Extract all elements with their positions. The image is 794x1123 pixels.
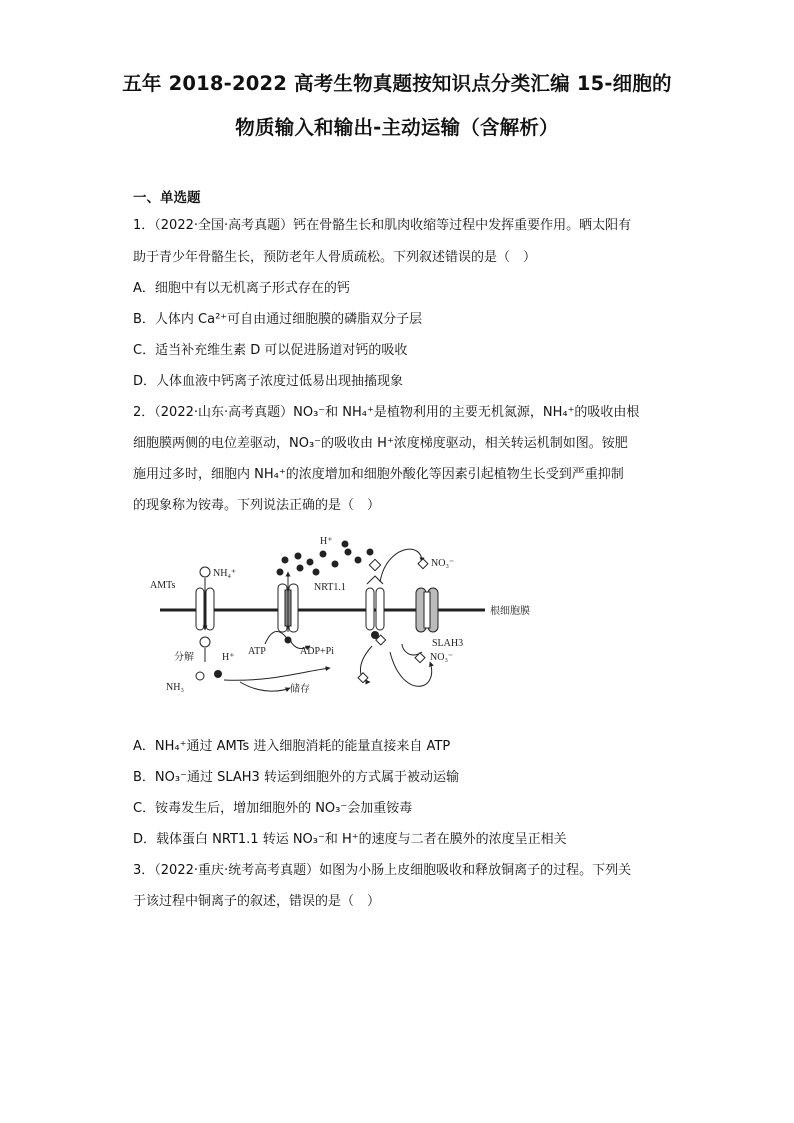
q1-stem-line-1: 1．（2022·全国·高考真题）钙在骨骼生长和肌肉收缩等过程中发挥重要作用。晒太阳有 — [133, 218, 632, 233]
q2-option-d: D．载体蛋白 NRT1.1 转运 NO₃⁻和 H⁺的速度与二者在膜外的浓度呈正相关 — [133, 832, 567, 847]
q1-option-c: C．适当补充维生素 D 可以促进肠道对钙的吸收 — [133, 343, 408, 358]
nrt-transporter — [366, 576, 384, 630]
decompose-label: 分解 — [174, 652, 194, 663]
q2-option-b: B．NO₃⁻通过 SLAH3 转运到细胞外的方式属于被动运输 — [133, 770, 459, 785]
hplus-arrow — [224, 668, 330, 680]
slah3-channel — [416, 588, 438, 632]
no3-top-diamond — [369, 559, 380, 570]
slah3-arrow — [402, 644, 422, 655]
section-heading: 一、单选题 — [133, 190, 201, 206]
storage-arrow-1 — [240, 682, 290, 691]
q1-stem-line-2: 助于青少年骨骼生长，预防老年人骨质疏松。下列叙述错误的是（ ） — [133, 250, 537, 265]
doc-title-line-1: 五年 2018-2022 高考生物真题按知识点分类汇编 15-细胞的 — [122, 72, 672, 95]
slah3-label: SLAH3 — [432, 638, 464, 649]
q3-stem-line-1: 3．（2022·重庆·统考高考真题）如图为小肠上皮细胞吸收和释放铜离子的过程。下列关 — [133, 863, 632, 878]
no3-top-label: NO₃⁻ — [431, 558, 455, 569]
q2-stem-line-1: 2．（2022·山东·高考真题）NO₃⁻和 NH₄⁺是植物利用的主要无机氮源，NH₄⁺的吸收由根 — [133, 405, 640, 420]
no3-right-diamond — [418, 559, 428, 569]
nh3-dot — [196, 672, 204, 680]
nrt-label: NRT1.1 — [314, 582, 346, 593]
q1-option-b: B．人体内 Ca²⁺可自由通过细胞膜的磷脂双分子层 — [133, 312, 423, 327]
no3-bottom-label: NO₃⁻ — [430, 652, 454, 663]
membrane-label: 根细胞膜 — [490, 606, 530, 617]
hplus-pump-dot — [285, 637, 292, 644]
no3-recycle-arrow — [380, 549, 422, 582]
hplus-top-label: H⁺ — [320, 536, 333, 547]
storage-label: 储存 — [290, 684, 310, 695]
hplus-in-dot — [214, 670, 222, 678]
nh4-inside-icon — [200, 637, 210, 647]
nh3-label: NH₃ — [166, 682, 184, 693]
q2-stem-line-2: 细胞膜两侧的电位差驱动，NO₃⁻的吸收由 H⁺浓度梯度驱动，相关转运机制如图。铵肥 — [133, 436, 628, 451]
atp-label: ATP — [248, 646, 266, 657]
amts-label: AMTs — [150, 580, 176, 591]
q2-option-a: A．NH₄⁺通过 AMTs 进入细胞消耗的能量直接来自 ATP — [133, 739, 451, 754]
doc-title-line-2: 物质输入和输出-主动运输（含解析） — [235, 116, 559, 139]
transport-diagram — [140, 532, 540, 700]
hplus-in-label: H⁺ — [222, 652, 235, 663]
q2-option-c: C．铵毒发生后，增加细胞外的 NO₃⁻会加重铵毒 — [133, 801, 413, 816]
atp-arrow — [265, 631, 288, 644]
adp-label: ADP+Pi — [300, 646, 334, 657]
q1-option-d: D．人体血液中钙离子浓度过低易出现抽搐现象 — [133, 374, 404, 389]
nh4-ion-icon — [200, 567, 210, 577]
q1-option-a: A．细胞中有以无机离子形式存在的钙 — [133, 281, 350, 296]
nh4-label: NH₄⁺ — [213, 568, 237, 579]
q2-stem-line-3: 施用过多时，细胞内 NH₄⁺的浓度增加和细胞外酸化等因素引起植物生长受到严重抑制 — [133, 467, 624, 482]
q2-stem-line-4: 的现象称为铵毒。下列说法正确的是（ ） — [133, 498, 381, 513]
slah3-out-arrow — [390, 652, 432, 686]
q3-stem-line-2: 于该过程中铜离子的叙述，错误的是（ ） — [133, 894, 381, 909]
